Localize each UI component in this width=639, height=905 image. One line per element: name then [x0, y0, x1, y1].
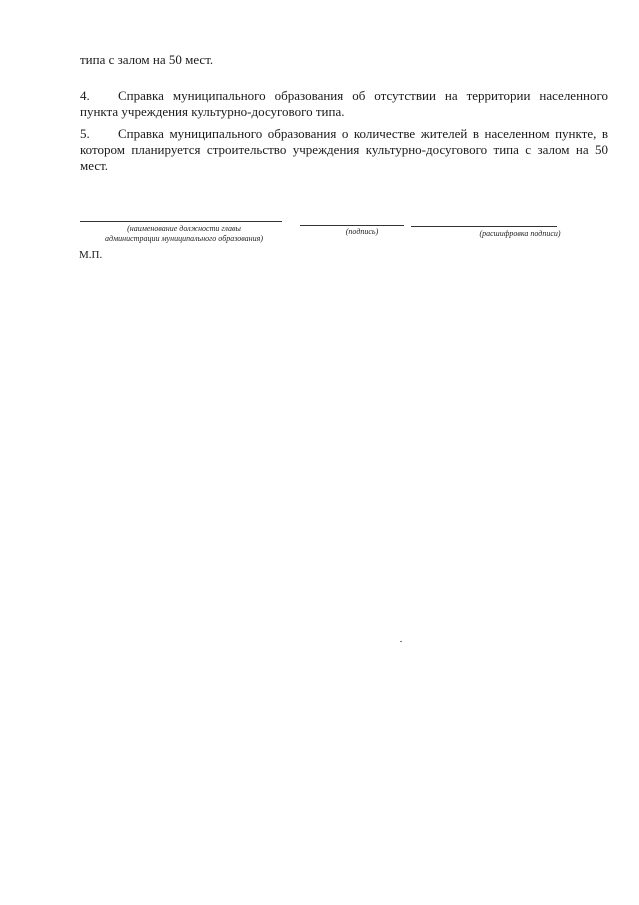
list-item-number: 4.: [80, 88, 90, 103]
list-item-text: Справка муниципального образования о количестве жителей в населенном пункте, в котором планируется строительство учреждения культурно-досугового типа с залом на 50 мест.: [80, 126, 608, 173]
position-signature-line: [80, 221, 282, 222]
list-item-text: Справка муниципального образования об отсутствии на территории населенного пункта учреждения культурно-досугового типа.: [80, 88, 608, 119]
position-caption-line2: администрации муниципального образования): [105, 234, 263, 243]
signature-caption: (подпись): [345, 227, 379, 236]
signature-line: [300, 225, 404, 226]
transcript-caption: (расшифровка подписи): [479, 229, 561, 238]
stamp-label: М.П.: [79, 249, 103, 261]
list-item-number: 5.: [80, 126, 90, 141]
position-caption: [86, 224, 282, 244]
transcript-signature-line: [411, 226, 557, 227]
list-item-4: [80, 88, 608, 120]
list-item-5: [80, 126, 608, 174]
scan-speck: [400, 641, 402, 642]
continued-paragraph: типа с залом на 50 мест.: [80, 52, 214, 67]
position-caption-line1: (наименование должности главы: [127, 224, 241, 233]
